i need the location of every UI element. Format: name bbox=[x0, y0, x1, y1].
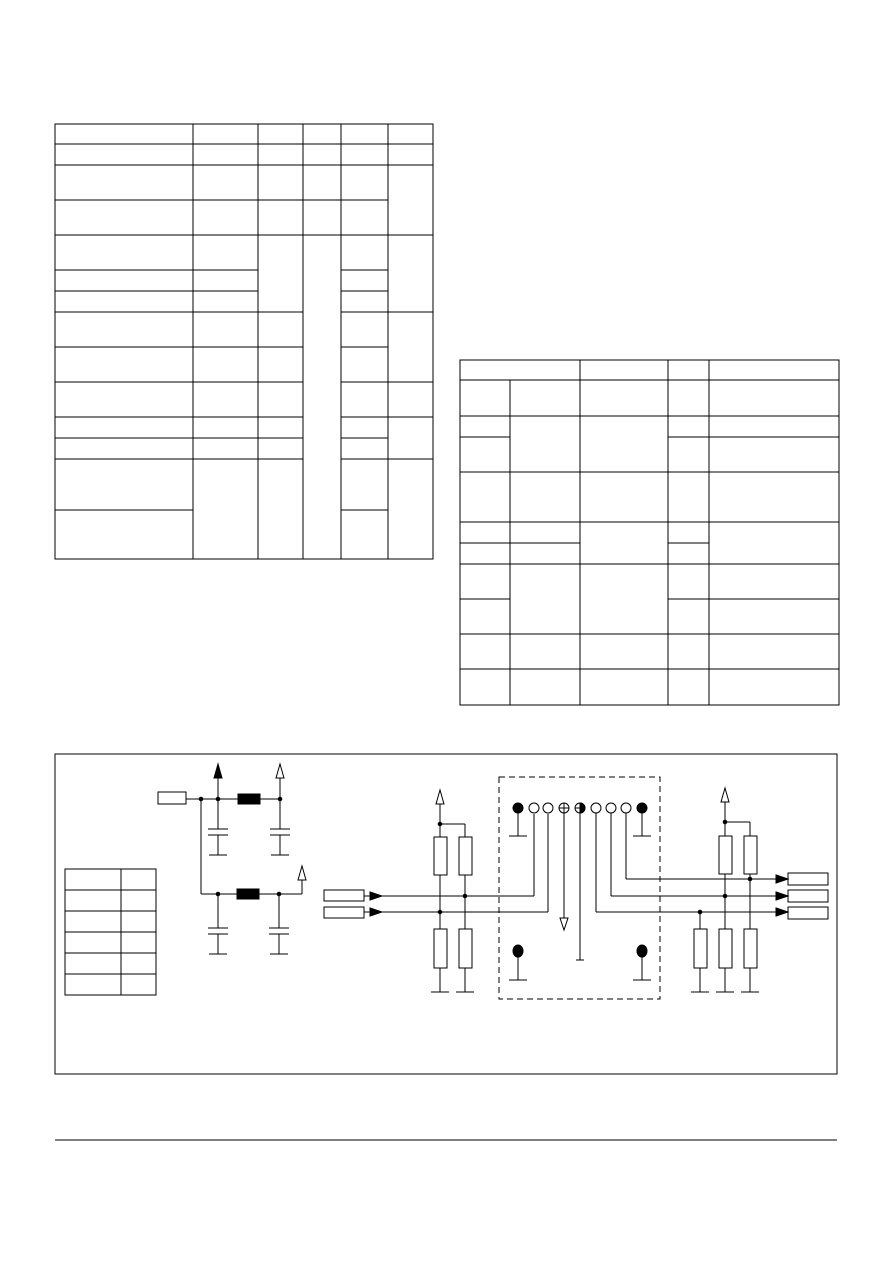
input-section bbox=[324, 790, 548, 992]
schematic-legend-table bbox=[65, 869, 156, 995]
mounting-hole-right bbox=[637, 945, 647, 957]
output-label-box-3 bbox=[788, 907, 828, 919]
connector-pin-9 bbox=[637, 803, 647, 813]
ferrite-bead-1 bbox=[238, 794, 260, 804]
connector-pin-8 bbox=[621, 803, 631, 813]
output-section bbox=[596, 788, 828, 992]
output-label-box-1 bbox=[788, 873, 828, 885]
resistor-r3 bbox=[434, 929, 447, 968]
connector-pin-3 bbox=[543, 803, 553, 813]
connector-pin-7 bbox=[606, 803, 616, 813]
input-label-box-1 bbox=[324, 890, 364, 901]
connector-pin-1 bbox=[513, 803, 523, 813]
connector-pin-2 bbox=[529, 803, 539, 813]
connector-pin-5 bbox=[575, 803, 585, 813]
resistor-r4 bbox=[459, 929, 472, 968]
mounting-hole-left bbox=[513, 945, 523, 957]
resistor-r5 bbox=[719, 836, 732, 874]
resistor-r8 bbox=[719, 929, 732, 968]
resistor-r2 bbox=[459, 837, 472, 875]
left-table bbox=[55, 124, 433, 559]
resistor-r1 bbox=[434, 837, 447, 875]
connector-module bbox=[499, 777, 660, 999]
output-label-box-2 bbox=[788, 890, 828, 902]
connector-pin-6 bbox=[591, 803, 601, 813]
resistor-r9 bbox=[744, 929, 757, 968]
connector-pin-4 bbox=[559, 803, 569, 813]
power-filter-section bbox=[158, 764, 306, 954]
resistor-r6 bbox=[744, 836, 757, 874]
input-label-box-2 bbox=[324, 907, 364, 918]
resistor-r7 bbox=[694, 929, 707, 968]
right-table bbox=[460, 360, 839, 705]
power-input-label-box bbox=[158, 792, 186, 804]
ferrite-bead-2 bbox=[237, 889, 259, 899]
schematic-frame bbox=[55, 754, 837, 1074]
